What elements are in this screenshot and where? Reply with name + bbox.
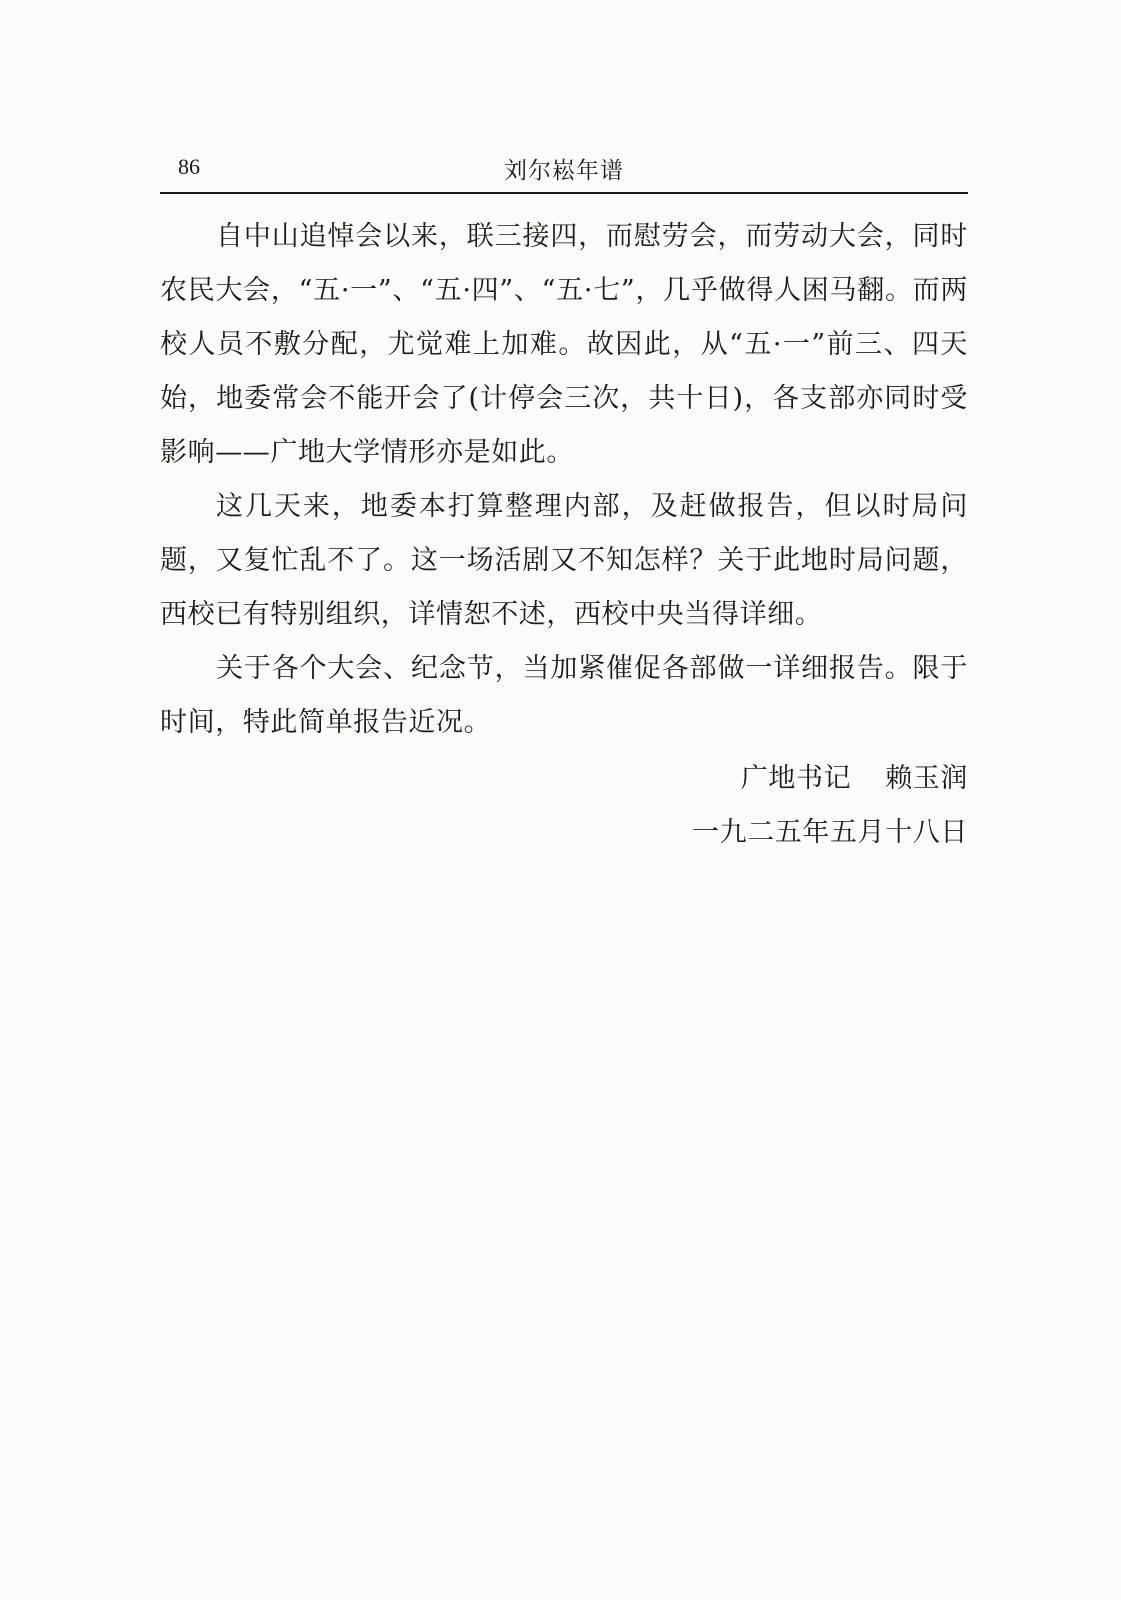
signature-line xyxy=(160,752,968,806)
header-rule xyxy=(160,192,968,194)
signer-title: 广地书记 xyxy=(740,763,852,794)
paragraph-3: 关于各个大会、纪念节，当加紧催促各部做一详细报告。限于时间，特此简单报告近况。 xyxy=(160,653,968,738)
signer-name: 赖玉润 xyxy=(885,763,968,794)
signature-block xyxy=(160,752,968,860)
body-text xyxy=(160,210,968,750)
paragraph-2: 这几天来，地委本打算整理内部，及赶做报告，但以时局问题，又复忙乱不了。这一场活剧又不知怎样？关于此地时局问题，西校已有特别组织，详情恕不述，西校中央当得详细。 xyxy=(160,491,968,630)
page-number: 86 xyxy=(178,154,200,179)
page-header xyxy=(160,150,968,194)
paragraph-1: 自中山追悼会以来，联三接四，而慰劳会，而劳动大会，同时农民大会，“五·一”、“五·四”、“五·七”，几乎做得人困马翻。而两校人员不敷分配，尤觉难上加难。故因此，从“五·一”前三、四天始，地委常会不能开会了(计停会三次，共十日)，各支部亦同时受影响——广地大学情形亦是如此。 xyxy=(160,221,968,468)
running-title: 刘尔崧年谱 xyxy=(504,158,624,184)
signature-date: 一九二五年五月十八日 xyxy=(692,817,968,848)
